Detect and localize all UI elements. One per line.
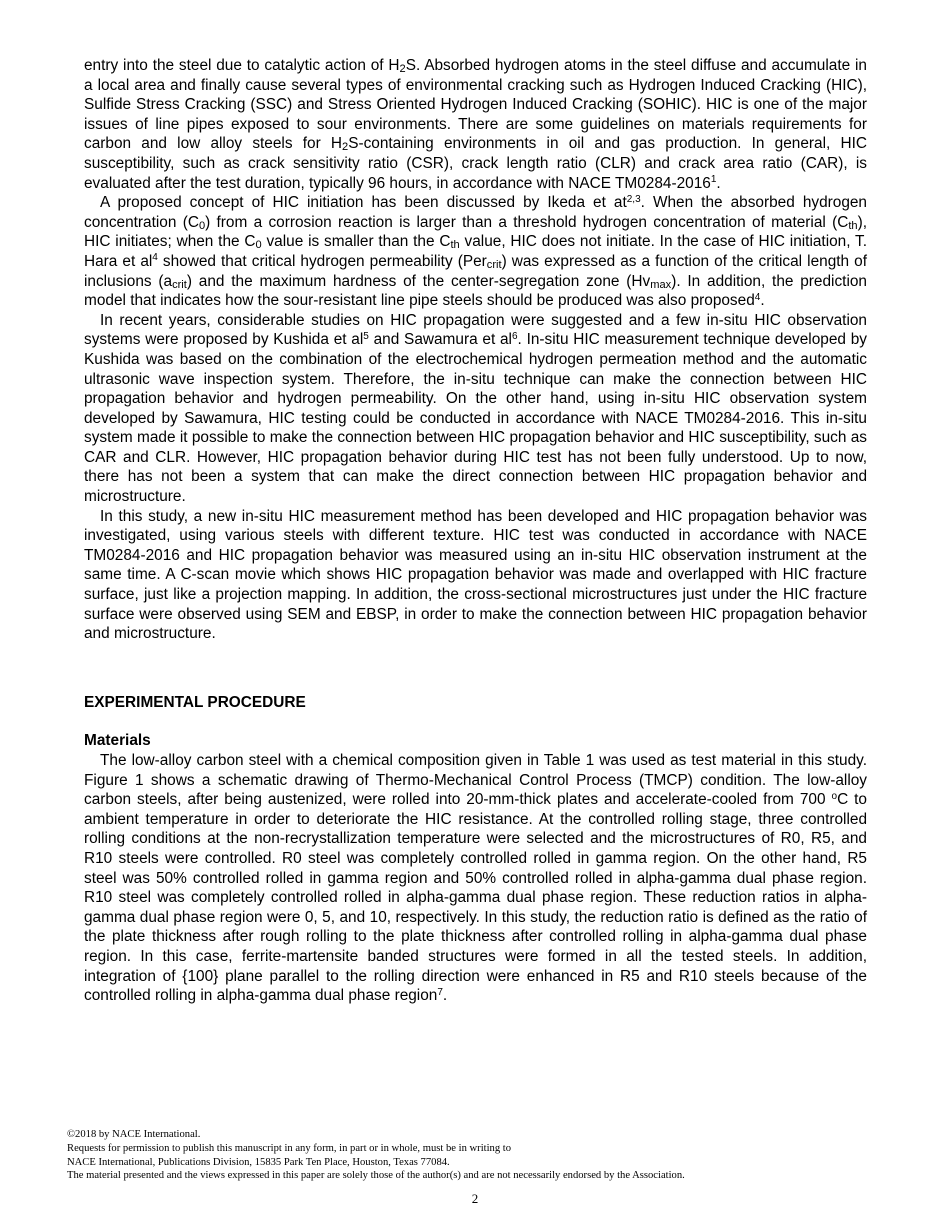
footer-copyright: ©2018 by NACE International.: [67, 1129, 201, 1140]
paragraph-5: [84, 751, 867, 1006]
footer-permission: Requests for permission to publish this manuscript in any form, in part or in whole, must be in writing to: [67, 1142, 512, 1154]
citation-superscript: 6: [511, 330, 518, 342]
citation-superscript: 2,3: [626, 193, 641, 205]
text-run: entry into the steel due to catalytic action of H: [84, 57, 400, 74]
page-number: 2: [471, 1191, 479, 1206]
text-run: .: [442, 987, 448, 1005]
subscript: th: [450, 239, 460, 252]
paragraph-2: [84, 193, 867, 311]
text-run: . When the absorbed hydrogen concentration (C: [84, 194, 867, 231]
subscript: 2: [399, 62, 406, 75]
text-run: value, HIC does not initiate. In the case of HIC initiation, T. Hara et al: [84, 233, 868, 270]
copyright-footer: [67, 1128, 887, 1183]
subscript: 2: [342, 141, 349, 154]
paragraph-1: [84, 56, 867, 193]
text-run: .: [716, 174, 721, 192]
footer-disclaimer: The material presented and the views expressed in this paper are solely those of the author(s) and are not necessarily endorsed by the Association.: [67, 1170, 685, 1182]
citation-superscript: 4: [754, 291, 761, 303]
degree-superscript: o: [831, 790, 838, 802]
text-run: ). In addition, the prediction model that indicates how the sour-resistant line pipe steels should be produced was also proposed: [84, 272, 867, 310]
citation-superscript: 1: [710, 174, 717, 186]
text-run: ) from a corrosion reaction is larger than a threshold hydrogen concentration of material (C: [205, 213, 849, 231]
text-run: showed that critical hydrogen permeability (Per: [157, 252, 487, 270]
section-heading: EXPERIMENTAL PROCEDURE: [84, 693, 306, 711]
text-run: A proposed concept of HIC initiation has been discussed by Ikeda et at: [100, 194, 627, 212]
citation-superscript: 7: [437, 986, 443, 998]
text-run: In recent years, considerable studies on HIC propagation were suggested and a few in-situ HIC observation systems were proposed by Kushida et al: [84, 311, 867, 349]
subsection-heading: Materials: [84, 732, 151, 750]
text-run: value is smaller than the C: [261, 233, 451, 251]
footer-address: NACE International, Publications Division, 15835 Park Ten Place, Houston, Texas 77084.: [67, 1156, 450, 1168]
spacer: [84, 674, 867, 693]
text-run: and Sawamura et al: [368, 331, 512, 349]
text-run: S-containing environments in oil and gas production. In general, HIC susceptibility, such as crack sensitivity ratio (CSR), crack length ratio (CLR) and crack area ratio (CAR), is evaluated after the test duration, typically 96 hours, in accordance with NACE TM0284-2016: [84, 135, 867, 192]
subscript: crit: [172, 278, 187, 291]
citation-superscript: 5: [363, 330, 369, 342]
paragraph-4: In this study, a new in-situ HIC measurement method has been developed and HIC propagation behavior was investigated, using various steels with different texture. HIC test was conducted in accordance with NACE TM0284-2016 and HIC propagation behavior was measured using an in-situ HIC observation instrument at the same time. A C-scan movie which shows HIC propagation behavior was made and overlapped with HIC fracture surface, just like a projection mapping. In addition, the cross-sectional microstructures just under the HIC fracture surface were observed using SEM and EBSP, in order to make the connection between HIC propagation behavior and microstructure.: [84, 507, 867, 643]
text-run: C to ambient temperature in order to deteriorate the HIC resistance. At the controlled rolling stage, three controlled rolling conditions at the non-recrystallization temperature were selected and the microstructures of R0, R5, and R10 steels were controlled. R0 steel was completely controlled rolled in gamma region. On the other hand, R5 steel was 50% controlled rolled in gamma region and 50% controlled rolled in alpha-gamma dual phase region. R10 steel was completely controlled rolled in alpha-gamma dual phase region. These reduction ratios in alpha-gamma dual phase region were 0, 5, and 10, respectively. In this study, the reduction ratio is defined as the ratio of the plate thickness after rough rolling to the plate thickness after controlled rolling in alpha-gamma dual phase region. In this case, ferrite-martensite banded structures were formed in all the tested steels. In addition, integration of {100} plane parallel to the rolling direction were enhanced in R5 and R10 steels because of the controlled rolling in alpha-gamma dual phase region: [84, 791, 867, 1005]
text-run: ) was expressed as a function of the critical length of inclusions (a: [84, 252, 867, 290]
spacer: [84, 644, 867, 674]
text-run: . In-situ HIC measurement technique developed by Kushida was based on the combination of the electrochemical hydrogen permeation method and the automatic ultrasonic wave inspection system. Therefore, the in-situ technique can make the connection between HIC propagation behavior and hydrogen permeability. On the other hand, using in-situ HIC observation system developed by Sawamura, HIC testing could be conducted in accordance with NACE TM0284-2016. This in-situ system made it possible to make the connection between HIC propagation behavior and HIC susceptibility, such as CAR and CLR. However, HIC propagation behavior during HIC test has not been fully understood. Up to now, there has not been a system that can make the direct connection between HIC propagation behavior and microstructure.: [84, 331, 867, 506]
subscript: crit: [486, 258, 502, 271]
text-run: ) and the maximum hardness of the center-segregation zone (Hv: [186, 272, 651, 290]
subscript: th: [848, 219, 858, 232]
paragraph-3: [84, 311, 867, 507]
text-run: ), HIC initiates; when the C: [84, 213, 867, 251]
citation-superscript: 4: [152, 252, 158, 264]
subscript: 0: [255, 239, 262, 252]
spacer: [84, 712, 867, 731]
text-run: The low-alloy carbon steel with a chemical composition given in Table 1 was used as test material in this study. Figure 1 shows a schematic drawing of Thermo-Mechanical Control Process (TMCP) condition. The low-alloy carbon steels, after being austenized, were rolled into 20-mm-thick plates and accelerate-cooled from 700: [84, 752, 867, 809]
subscript: 0: [198, 219, 206, 232]
body-text: [84, 56, 867, 1006]
text-run: S. Absorbed hydrogen atoms in the steel diffuse and accumulate in a local area and finally cause several types of environmental cracking such as Hydrogen Induced Cracking (HIC), Sulfide Stress Cracking (SSC) and Stress Oriented Hydrogen Induced Cracking (SOHIC). HIC is one of the major issues of line pipes exposed to sour environments. There are some guidelines on materials requirements for carbon and low alloy steels for H: [84, 57, 867, 153]
text-run: .: [760, 292, 765, 310]
subscript: max: [650, 278, 672, 291]
